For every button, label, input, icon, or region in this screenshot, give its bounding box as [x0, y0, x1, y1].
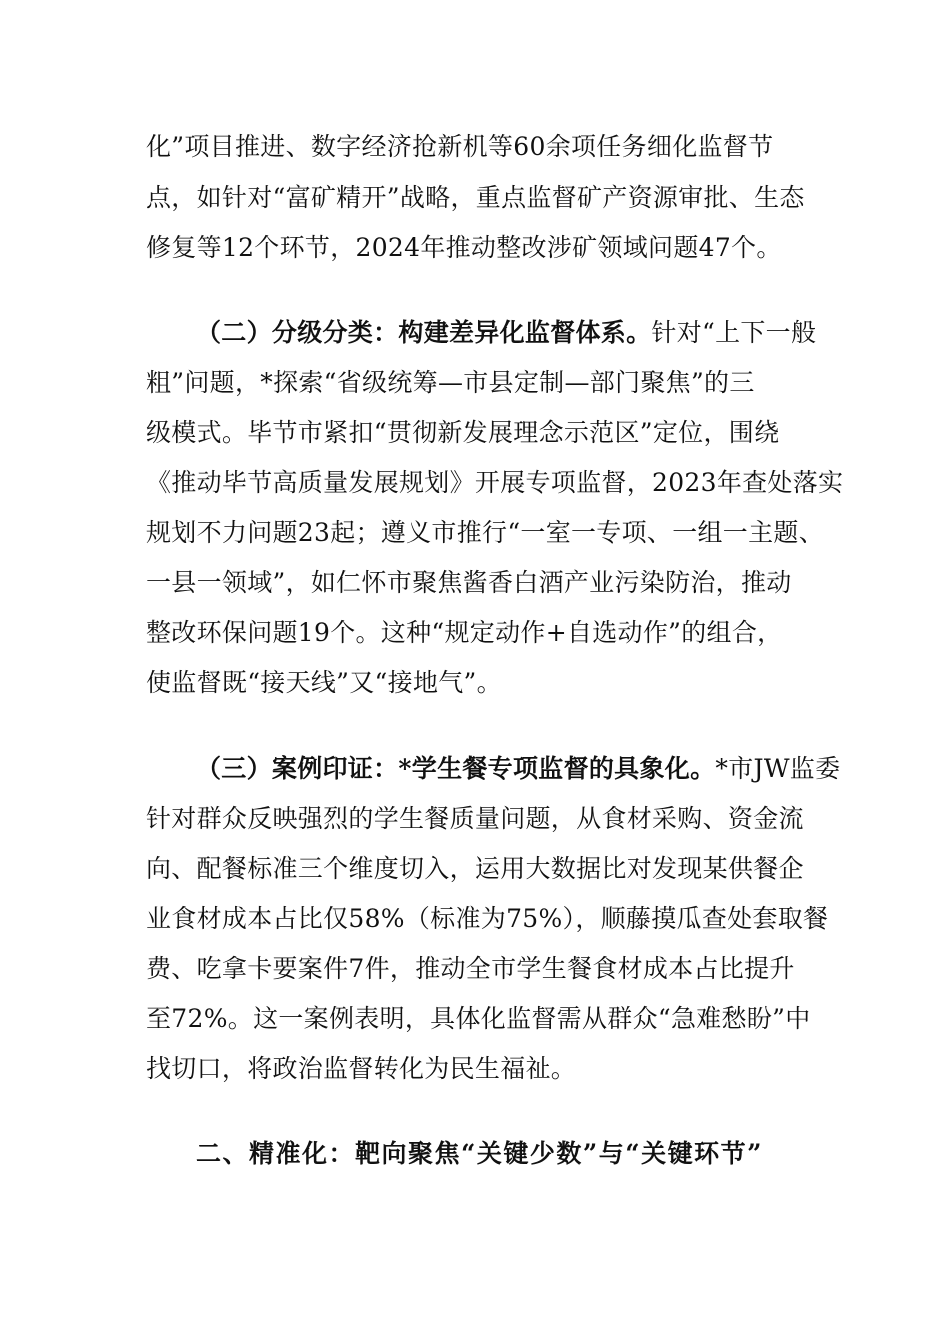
section-3-heading: （三）案例印证：*学生餐专项监督的具象化。: [196, 754, 716, 783]
section-3-line-2: 向、配餐标准三个维度切入，运用大数据比对发现某供餐企: [146, 854, 804, 883]
section-2-line-5: 一县一领域”，如仁怀市聚焦酱香白酒产业污染防治，推动: [146, 568, 792, 597]
section-3-line-6: 找切口，将政治监督转化为民生福祉。: [146, 1054, 577, 1083]
section-2-line-4: 规划不力问题23起；遵义市推行“一室一专项、一组一主题、: [146, 518, 824, 547]
section-3-lead-line: [196, 754, 840, 784]
section-3-line-5: 至72%。这一案例表明，具体化监督需从群众“急难愁盼”中: [146, 1004, 811, 1033]
section-2-heading: （二）分级分类：构建差异化监督体系。: [196, 318, 652, 347]
section-2-lead-text: 针对“上下一般: [651, 318, 817, 347]
section-2-line-1: 粗”问题，*探索“省级统筹—市县定制—部门聚焦”的三: [146, 368, 755, 397]
section-heading-2: 二、精准化：靶向聚焦“关键少数”与“关键环节”: [196, 1139, 764, 1168]
section-2-line-3: 《推动毕节高质量发展规划》开展专项监督，2023年查处落实: [146, 468, 844, 497]
section-3-line-4: 费、吃拿卡要案件7件，推动全市学生餐食材成本占比提升: [146, 954, 795, 983]
paragraph-1-line-2: 点，如针对“富矿精开”战略，重点监督矿产资源审批、生态: [146, 183, 805, 212]
section-2-lead-line: [196, 318, 816, 348]
section-3-lead-text: *市JW监委: [715, 754, 841, 783]
section-3-line-1: 针对群众反映强烈的学生餐质量问题，从食材采购、资金流: [146, 804, 804, 833]
section-2-line-2: 级模式。毕节市紧扣“贯彻新发展理念示范区”定位，围绕: [146, 418, 780, 447]
paragraph-1-line-1: 化”项目推进、数字经济抢新机等60余项任务细化监督节: [146, 132, 774, 161]
section-2-line-6: 整改环保问题19个。这种“规定动作+自选动作”的组合，: [146, 618, 783, 647]
section-3-line-3: 业食材成本占比仅58%（标准为75%），顺藤摸瓜查处套取餐: [146, 904, 829, 933]
paragraph-1-line-3: 修复等12个环节，2024年推动整改涉矿领域问题47个。: [146, 233, 782, 262]
section-2-line-7: 使监督既“接天线”又“接地气”。: [146, 668, 502, 697]
